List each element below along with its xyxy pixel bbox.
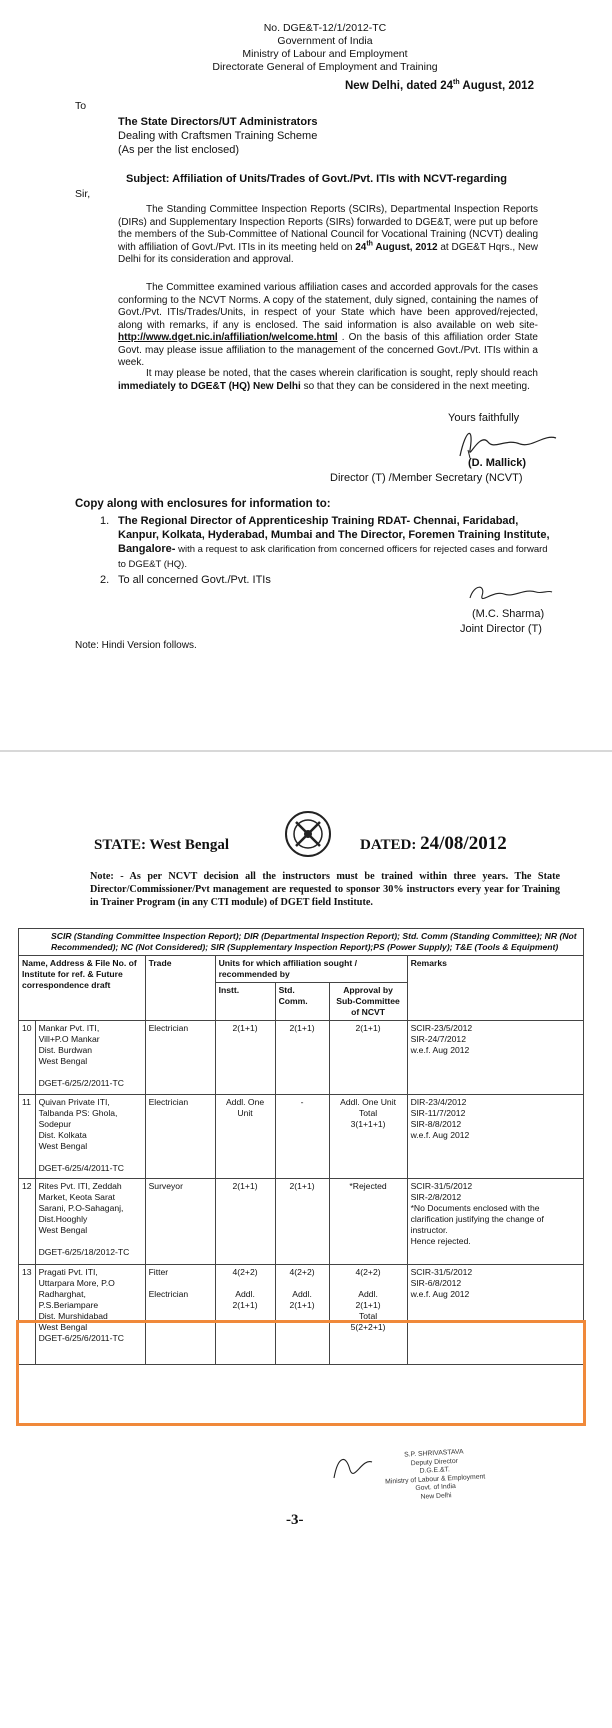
cell-line: 2(1+1) bbox=[232, 1181, 258, 1191]
cell-line: 2(1+1) bbox=[232, 1300, 258, 1310]
stamp-line: New Delhi bbox=[420, 1491, 452, 1501]
trade-cell bbox=[145, 1095, 215, 1179]
instructor-note: Note: - As per NCVT decision all the instructors must be trained within three years. The State Director/Commissioner/Pvt management are requested to sponsor 30% instructors every year for Training in Trainer Program (in any CTI module) of DGET field Institute. bbox=[90, 871, 560, 908]
cell-line: 4(2+2) bbox=[355, 1267, 381, 1277]
cell-line bbox=[39, 1067, 142, 1078]
col-header-approval: Approval by Sub-Committee of NCVT bbox=[329, 983, 407, 1021]
stamp-line: Ministry of Labour & Employment bbox=[385, 1472, 486, 1486]
cell-line: SCIR-31/5/2012 bbox=[410, 1267, 473, 1277]
letter-header bbox=[180, 22, 470, 74]
row-number bbox=[19, 1021, 36, 1095]
cell-line: 13 bbox=[22, 1267, 32, 1277]
deputy-director-signature bbox=[328, 1448, 378, 1488]
cell-line: SIR-8/8/2012 bbox=[410, 1119, 462, 1129]
cell-line bbox=[39, 1152, 142, 1163]
closing: Yours faithfully bbox=[448, 412, 520, 424]
cell-line: 2(1+1) bbox=[289, 1181, 315, 1191]
reference-number: No. DGE&T-12/1/2012-TC bbox=[263, 22, 387, 34]
stamp-line: D.G.E.&T. bbox=[419, 1466, 451, 1475]
cell-line bbox=[279, 1278, 326, 1289]
cell-line: 4(2+2) bbox=[289, 1267, 315, 1277]
remarks-cell bbox=[407, 1095, 583, 1179]
table-row bbox=[19, 1021, 584, 1095]
col-header-remarks: Remarks bbox=[407, 956, 583, 1021]
addressee-block bbox=[118, 115, 317, 157]
instt-cell bbox=[215, 1095, 275, 1179]
cell-line: Dist. Murshidabad bbox=[38, 1311, 108, 1321]
institute-cell bbox=[35, 1095, 145, 1179]
cell-line: Addl. One Unit bbox=[340, 1097, 396, 1107]
cell-line: SIR-24/7/2012 bbox=[410, 1034, 466, 1044]
cell-line: w.e.f. Aug 2012 bbox=[410, 1045, 470, 1055]
copy-item-2: 2. To all concerned Govt./Pvt. ITIs bbox=[100, 574, 271, 586]
cell-line: Market, Keota Sarat bbox=[38, 1192, 115, 1202]
cell-line: Radharghat, bbox=[38, 1289, 86, 1299]
cell-line: SIR-2/8/2012 bbox=[410, 1192, 462, 1202]
instt-cell bbox=[215, 1021, 275, 1095]
cell-line: Total bbox=[358, 1311, 378, 1321]
approval-cell bbox=[329, 1179, 407, 1265]
cell-line: Pragati Pvt. ITI, bbox=[38, 1267, 98, 1277]
cell-line: 2(1+1) bbox=[355, 1300, 381, 1310]
cell-line: 2(1+1) bbox=[232, 1023, 258, 1033]
copy-item-1: 1. The Regional Director of Apprenticeship Training RDAT- Chennai, Faridabad, Kanpur, Kolkata, Hyderabad, Mumbai and The Director, Foremen Training Institute, Bangalore- with a request to ask clarification from concerned officers for rejected cases and forward to DGE&T (HQ). bbox=[100, 515, 550, 570]
subject-line: Subject: Affiliation of Units/Trades of Govt./Pvt. ITIs with NCVT-regarding bbox=[126, 173, 507, 185]
cell-line: 4(2+2) bbox=[232, 1267, 258, 1277]
joint-director-title: Joint Director (T) bbox=[460, 623, 542, 635]
stamp-line: Govt. of India bbox=[415, 1482, 457, 1493]
cell-line: w.e.f. Aug 2012 bbox=[410, 1130, 470, 1140]
cell-line: Dist.Hooghly bbox=[38, 1214, 88, 1224]
cell-line: West Bengal bbox=[38, 1056, 88, 1066]
cell-line: Talbanda PS: Ghola, bbox=[38, 1108, 118, 1118]
cell-line: 2(1+1) bbox=[289, 1300, 315, 1310]
cell-line: *Rejected bbox=[349, 1181, 387, 1191]
cell-line: Unit bbox=[237, 1108, 253, 1118]
cell-line: West Bengal bbox=[38, 1225, 88, 1235]
cell-line: 11 bbox=[22, 1097, 31, 1107]
cell-line: DGET-6/25/6/2011-TC bbox=[38, 1333, 124, 1343]
cell-line: 12 bbox=[22, 1181, 32, 1191]
cell-line: West Bengal bbox=[38, 1141, 88, 1151]
table-row bbox=[19, 1179, 584, 1265]
remarks-cell bbox=[407, 1179, 583, 1265]
paragraph-3: It may please be noted, that the cases wherein clarification is sought, reply should reach immediately to DGE&T (HQ) New Delhi so that they can be considered in the next meeting. bbox=[118, 368, 538, 392]
cell-line bbox=[39, 1236, 142, 1247]
remarks-cell bbox=[407, 1021, 583, 1095]
cell-line: Rites Pvt. ITI, Zeddah bbox=[38, 1181, 122, 1191]
govt-line: Government of India bbox=[277, 35, 373, 47]
row-number bbox=[19, 1095, 36, 1179]
cell-line: Mankar Pvt. ITI, bbox=[38, 1023, 100, 1033]
cell-line: 2(1+1) bbox=[355, 1023, 381, 1033]
addressee-line: Dealing with Craftsmen Training Scheme bbox=[118, 130, 318, 142]
page-number: -3- bbox=[286, 1512, 304, 1528]
highlight-box bbox=[16, 1320, 586, 1426]
cell-line: 2(1+1) bbox=[289, 1023, 315, 1033]
letter-date: New Delhi, dated 24th August, 2012 bbox=[345, 79, 534, 92]
cell-line: Surveyor bbox=[148, 1181, 183, 1191]
trade-cell bbox=[145, 1179, 215, 1265]
joint-director-signature bbox=[464, 580, 554, 608]
paragraph-1: The Standing Committee Inspection Reports (SCIRs), Departmental Inspection Reports (DIRs) and Supplementary Inspection Reports (SIRs) forwarded to DGE&T, were put up before the members of the Sub-Committee of National Council for Vocational Training (NCVT) dealing with affiliation of Govt./Pvt. ITIs in its meeting held on 24th August, 2012 at DGE&T Hqrs., New Delhi for its consideration and approval. bbox=[118, 204, 538, 265]
cell-line: Addl. bbox=[358, 1289, 378, 1299]
cell-line bbox=[333, 1278, 404, 1289]
cell-line: 5(2+2+1) bbox=[350, 1322, 386, 1332]
hindi-note: Note: Hindi Version follows. bbox=[75, 640, 197, 651]
cell-line: DIR-23/4/2012 bbox=[410, 1097, 467, 1107]
addressee-line: The State Directors/UT Administrators bbox=[118, 116, 318, 128]
paragraph-2: The Committee examined various affiliation cases and accorded approvals for the cases conforming to the NCVT Norms. A copy of the statement, duly signed, containing the names of Govt./Pvt. ITIs/Trades/Units, in respect of your State which have been approved/rejected, along with remarks, if any is enclosed. The said information is also available on web site- http://www.dget.nic.in/affiliation/welcome.html . On the basis of this affiliation order State Govt. may please issue affiliation to the management of the concerned Govt./Pvt. ITIs within a week. bbox=[118, 282, 538, 368]
cell-line: Dist. Kolkata bbox=[38, 1130, 87, 1140]
copy-list bbox=[100, 514, 550, 587]
std-comm-cell bbox=[275, 1095, 329, 1179]
emblem-icon bbox=[282, 808, 334, 860]
abbreviation-legend: SCIR (Standing Committee Inspection Report); DIR (Departmental Inspection Report); Std. Comm (Standing Committee); NR (Not Recommended); NC (Not Considered); SIR (Supplementary Inspection Report);PS (Power Supply); T&E (Tools & Equipment) bbox=[19, 929, 584, 956]
copy-heading: Copy along with enclosures for information to: bbox=[75, 498, 331, 510]
approval-cell bbox=[329, 1095, 407, 1179]
cell-line: Addl. bbox=[292, 1289, 312, 1299]
addressee-line: (As per the list enclosed) bbox=[118, 144, 240, 156]
cell-line: Electrician bbox=[148, 1289, 189, 1299]
cell-line bbox=[149, 1278, 212, 1289]
cell-line: Uttarpara More, P.O bbox=[38, 1278, 115, 1288]
cell-line: DGET-6/25/18/2012-TC bbox=[38, 1247, 130, 1257]
col-header-institute: Name, Address & File No. of Institute for ref. & Future correspondence draft bbox=[19, 956, 146, 1021]
trade-cell bbox=[145, 1021, 215, 1095]
cell-line: *No Documents enclosed with the clarification justifying the change of instructor. bbox=[410, 1203, 544, 1235]
to-label: To bbox=[75, 100, 87, 112]
joint-director-name: (M.C. Sharma) bbox=[472, 608, 545, 620]
cell-line: Sodepur bbox=[38, 1119, 72, 1129]
cell-line: Vill+P.O Mankar bbox=[38, 1034, 100, 1044]
cell-line: SIR-6/8/2012 bbox=[410, 1278, 462, 1288]
cell-line: Fitter bbox=[148, 1267, 169, 1277]
directorate-line: Directorate General of Employment and Training bbox=[212, 61, 438, 73]
std-comm-cell bbox=[275, 1021, 329, 1095]
stamp-line: S.P. SHRIVASTAVA bbox=[403, 1448, 464, 1459]
cell-line: 10 bbox=[22, 1023, 32, 1033]
affiliation-table bbox=[18, 928, 584, 1365]
col-header-units: Units for which affiliation sought / recommended by bbox=[215, 956, 407, 983]
legend-row bbox=[19, 929, 584, 956]
cell-line: Electrician bbox=[148, 1023, 189, 1033]
cell-line: West Bengal bbox=[38, 1322, 88, 1332]
affiliation-website-link[interactable]: http://www.dget.nic.in/affiliation/welcome.html bbox=[118, 332, 338, 343]
cell-line: Addl. bbox=[235, 1289, 255, 1299]
state-label: STATE: West Bengal bbox=[94, 837, 230, 853]
page-divider bbox=[0, 750, 612, 752]
cell-line: w.e.f. Aug 2012 bbox=[410, 1289, 470, 1299]
table-row bbox=[19, 1095, 584, 1179]
official-stamp bbox=[354, 1446, 516, 1505]
cell-line: Sarani, P.O-Sahaganj, bbox=[38, 1203, 124, 1213]
dated-label: DATED: 24/08/2012 bbox=[360, 833, 507, 854]
signatory-title: Director (T) /Member Secretary (NCVT) bbox=[330, 472, 523, 484]
cell-line: 3(1+1+1) bbox=[350, 1119, 386, 1129]
cell-line: P.S.Beriampare bbox=[38, 1300, 99, 1310]
col-header-trade: Trade bbox=[145, 956, 215, 1021]
std-comm-cell bbox=[275, 1179, 329, 1265]
cell-line: SIR-11/7/2012 bbox=[410, 1108, 466, 1118]
instt-cell bbox=[215, 1179, 275, 1265]
signatory-name: (D. Mallick) bbox=[468, 457, 527, 469]
header-row bbox=[19, 956, 584, 983]
row-number bbox=[19, 1179, 36, 1265]
cell-line: SCIR-31/5/2012 bbox=[410, 1181, 473, 1191]
institute-cell bbox=[35, 1021, 145, 1095]
cell-line: Dist. Burdwan bbox=[38, 1045, 93, 1055]
cell-line: DGET-6/25/4/2011-TC bbox=[38, 1163, 124, 1173]
cell-line: Hence rejected. bbox=[410, 1236, 471, 1246]
institute-cell bbox=[35, 1179, 145, 1265]
approval-cell bbox=[329, 1021, 407, 1095]
cell-line: Addl. One bbox=[225, 1097, 265, 1107]
col-header-instt: Instt. bbox=[215, 983, 275, 1021]
cell-line bbox=[219, 1278, 272, 1289]
cell-line: Electrician bbox=[148, 1097, 189, 1107]
cell-line: DGET-6/25/2/2011-TC bbox=[38, 1078, 124, 1088]
cell-line: Total bbox=[358, 1108, 378, 1118]
salutation: Sir, bbox=[75, 188, 91, 200]
cell-line: SCIR-23/5/2012 bbox=[410, 1023, 473, 1033]
table-body bbox=[19, 1021, 584, 1365]
cell-line: Quivan Private ITI, bbox=[38, 1097, 110, 1107]
col-header-std-comm: Std. Comm. bbox=[275, 983, 329, 1021]
stamp-line: Deputy Director bbox=[410, 1457, 459, 1467]
cell-line: - bbox=[300, 1097, 304, 1107]
ministry-line: Ministry of Labour and Employment bbox=[242, 48, 408, 60]
